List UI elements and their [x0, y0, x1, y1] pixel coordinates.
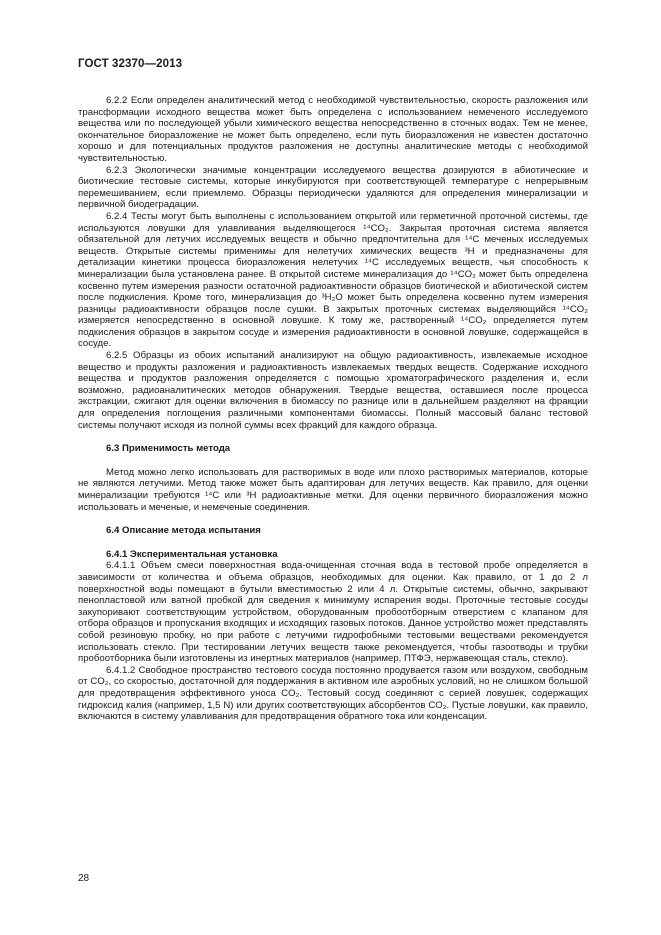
- paragraph-6-4-1-1: 6.4.1.1 Объем смеси поверхностная вода-очищенная сточная вода в тестовой пробе определяется в зависимости от количества и объема образцов, необходимых для оценки. Как правило, от 1 до 2 л поверхностной воды помещают в бутыли вместимостью 2 или 4 л. Открытые системы, обычно, закрывают пенопластовой или ватной пробкой для сведения к минимуму испарения воды. Проточные тестовые сосуды закупоривают соответствующим устройством, оборудованным пробоотборным отверстием с клапаном для отбора образцов и пропускания входящих и исходящих газовых потоков. Данное устройство может представлять собой резиновую пробку, но при работе с летучими гидрофобными тестовыми веществами рекомендуется использовать стекло. При тестировании летучих веществ также рекомендуется, чтобы газоотводы и трубки пробоотборника были изготовлены из инертных материалов (например, ПТФЭ, нержавеющая сталь, стекло).: [78, 560, 588, 665]
- paragraph-6-3: Метод можно легко использовать для растворимых в воде или плохо растворимых материалов, которые не являются летучими. Метод также может быть адаптирован для летучих веществ. Как правило, для оценки минерализации требуются ¹⁴C или ³H радиоактивные метки. Для оценки первичного биоразложения можно использовать и меченые, и немеченые соединения.: [78, 466, 588, 513]
- paragraph-6-2-2: 6.2.2 Если определен аналитический метод с необходимой чувствительностью, скорость разложения или трансформации исходного вещества может быть определена с использованием немеченого исследуемого вещества или по последующей убыли химического вещества непосредственно в сточных водах. Тем не менее, окончательное биоразложение не может быть определено, если путь биоразложения не известен достаточно хорошо и для потенциальных продуктов разложения не доступны аналитические методы с необходимой чувствительностью.: [78, 95, 588, 164]
- paragraph-6-4-1-2: 6.4.1.2 Свободное пространство тестового сосуда постоянно продувается газом или воздухом, свободным от CO₂, со скоростью, достаточной для поддержания в активном иле аэробных условий, но не слишком большой для предотвращения эффективного уноса CO₂. Тестовый сосуд соединяют с серией ловушек, содержащих гидроксид калия (например, 1,5 N) или других соответствующих абсорбентов CO₂. Пустые ловушки, как правило, включаются в систему улавливания для предотвращения обратного тока или конденсации.: [78, 664, 588, 723]
- paragraph-6-2-4: 6.2.4 Тесты могут быть выполнены с использованием открытой или герметичной проточной системы, где используются ловушки для улавливания выделяющегося ¹⁴CO₂. Закрытая проточная система является обязательной для летучих исследуемых веществ и обычно предпочтительна для ¹⁴C меченых исследуемых веществ. Открытые системы применимы для нелетучих химических веществ ³H и предназначены для детализации кинетики процесса биоразложения нелетучих ¹⁴C исследуемых веществ, чья способность к минерализации была установлена ранее. В открытой системе минерализация до ¹⁴CO₂ может быть определена косвенно путем измерения разности остаточной радиоактивности образцов биотической и абиотической систем после подкисления. Кроме того, минерализация до ³H₂O может быть определена косвенно путем измерения разницы радиоактивности образцов после сушки. В закрытых проточных системах выделяющийся ¹⁴CO₂ измеряется непосредственно в основной ловушке. К тому же, растворенный ¹⁴CO₂ определяется путем подкисления образцов в закрытом сосуде и измерения радиоактивности в основной ловушке, содержащейся в сосуде.: [78, 210, 588, 350]
- subsection-heading-6-4-1: 6.4.1 Экспериментальная установка: [106, 548, 278, 560]
- paragraph-6-2-3: 6.2.3 Экологически значимые концентрации исследуемого вещества дозируются в абиотические и биотические тестовые системы, которые инкубируются при соответствующей температуре с непрерывным перемешиванием, если приемлемо. Образцы периодически удаляются для определения минерализации и первичной биодеградации.: [78, 164, 588, 211]
- document-body: [78, 95, 588, 723]
- section-heading-6-4: 6.4 Описание метода испытания: [106, 525, 261, 537]
- section-heading-6-3: 6.3 Применимость метода: [106, 443, 231, 455]
- paragraph-6-2-5: 6.2.5 Образцы из обоих испытаний анализируют на общую радиоактивность, извлекаемые исходное вещество и продукты разложения и радиоактивность извлекаемых твердых веществ. Содержание исходного вещества и продуктов разложения определяется с помощью хроматографического разделения и, если возможно, радиоаналитических методов обнаружения. Твердые вещества, оставшиеся после процесса экстракции, сжигают для оценки включения в биомассу по разнице или в дальнейшем разделяют на фракции для определения поглощения различными компонентами биомассы. Полный массовый баланс тестовой системы получают исходя из полной суммы всех фракций для каждого образца.: [78, 350, 588, 431]
- document-header: ГОСТ 32370—2013: [78, 58, 183, 70]
- page-number: 28: [78, 873, 90, 884]
